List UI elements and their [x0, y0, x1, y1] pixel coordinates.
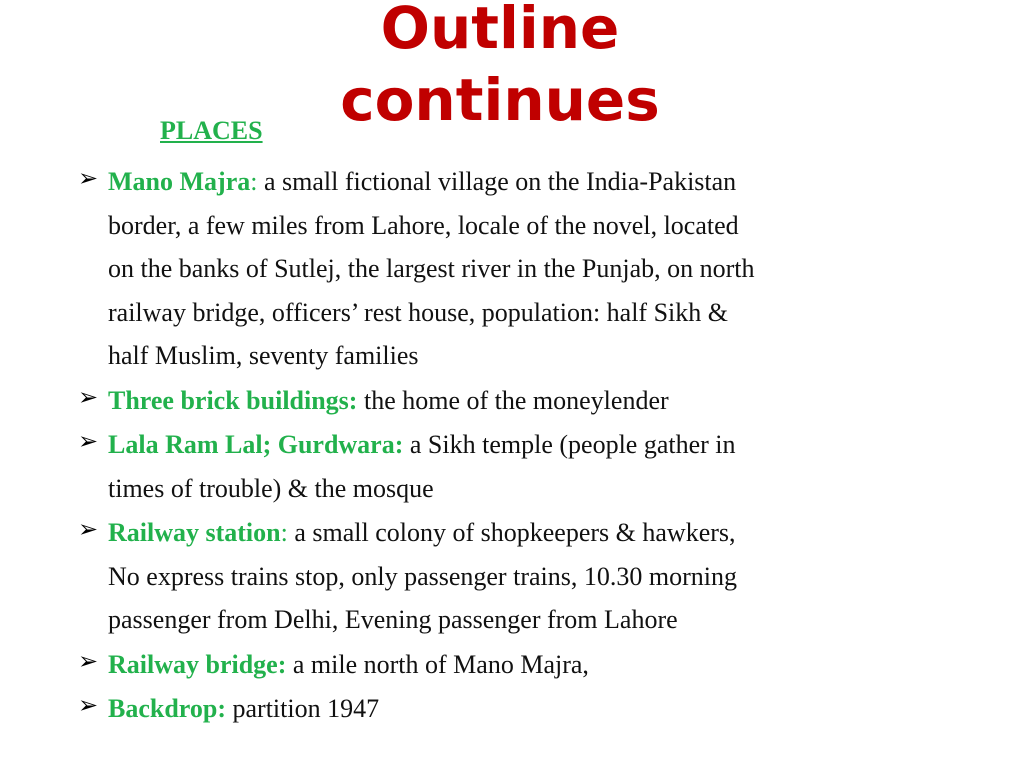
- bullet-term-separator: :: [250, 167, 258, 196]
- arrowhead-bullet-icon: ➢: [78, 646, 99, 675]
- arrowhead-bullet-icon: ➢: [78, 427, 99, 455]
- bullet-text-line: on the banks of Sutlej, the largest river in the Punjab, on north: [108, 254, 755, 283]
- bullet-term: Backdrop:: [108, 694, 226, 723]
- bullet-text-line: times of trouble) & the mosque: [108, 473, 434, 503]
- bullet-term: Lala Ram Lal; Gurdwara:: [108, 430, 404, 459]
- bullet-text-line: half Muslim, seventy families: [108, 341, 419, 370]
- bullet-text-line: partition 1947: [232, 694, 380, 723]
- slide-title-line-2: continues: [340, 66, 660, 134]
- bullet-text-line: the home of the moneylender: [363, 385, 669, 415]
- bullet-item: [78, 160, 878, 378]
- slide-title: [300, 0, 700, 136]
- places-heading: PLACES: [160, 116, 263, 145]
- arrowhead-bullet-icon: ➢: [78, 515, 99, 543]
- bullet-term: Railway bridge:: [108, 649, 287, 679]
- bullet-text-line: passenger from Delhi, Evening passenger from Lahore: [108, 605, 678, 634]
- bullet-text-line: No express trains stop, only passenger trains, 10.30 morning: [108, 561, 737, 591]
- bullet-term: Railway station: [108, 518, 281, 547]
- arrowhead-bullet-icon: ➢: [78, 382, 99, 411]
- bullet-item: [78, 687, 878, 731]
- bullet-text-line: a Sikh temple (people gather in: [409, 430, 736, 459]
- bullet-item: [78, 423, 878, 510]
- bullet-list: [78, 160, 878, 732]
- bullet-text-line: a small fictional village on the India-Pakistan: [263, 167, 737, 196]
- bullet-term-separator: :: [280, 518, 288, 547]
- bullet-item: [78, 511, 878, 642]
- bullet-text-line: border, a few miles from Lahore, locale of the novel, located: [108, 210, 739, 240]
- slide-title-line-1: Outline: [380, 0, 620, 62]
- bullet-term: Mano Majra: [108, 167, 251, 196]
- bullet-text-line: railway bridge, officers’ rest house, population: half Sikh &: [108, 297, 729, 327]
- arrowhead-bullet-icon: ➢: [78, 164, 99, 192]
- bullet-item: [78, 379, 878, 423]
- bullet-text-line: a small colony of shopkeepers & hawkers,: [294, 518, 736, 547]
- arrowhead-bullet-icon: ➢: [78, 691, 99, 719]
- bullet-term: Three brick buildings:: [108, 385, 358, 415]
- bullet-text-line: a mile north of Mano Majra,: [292, 649, 589, 679]
- bullet-item: [78, 643, 878, 687]
